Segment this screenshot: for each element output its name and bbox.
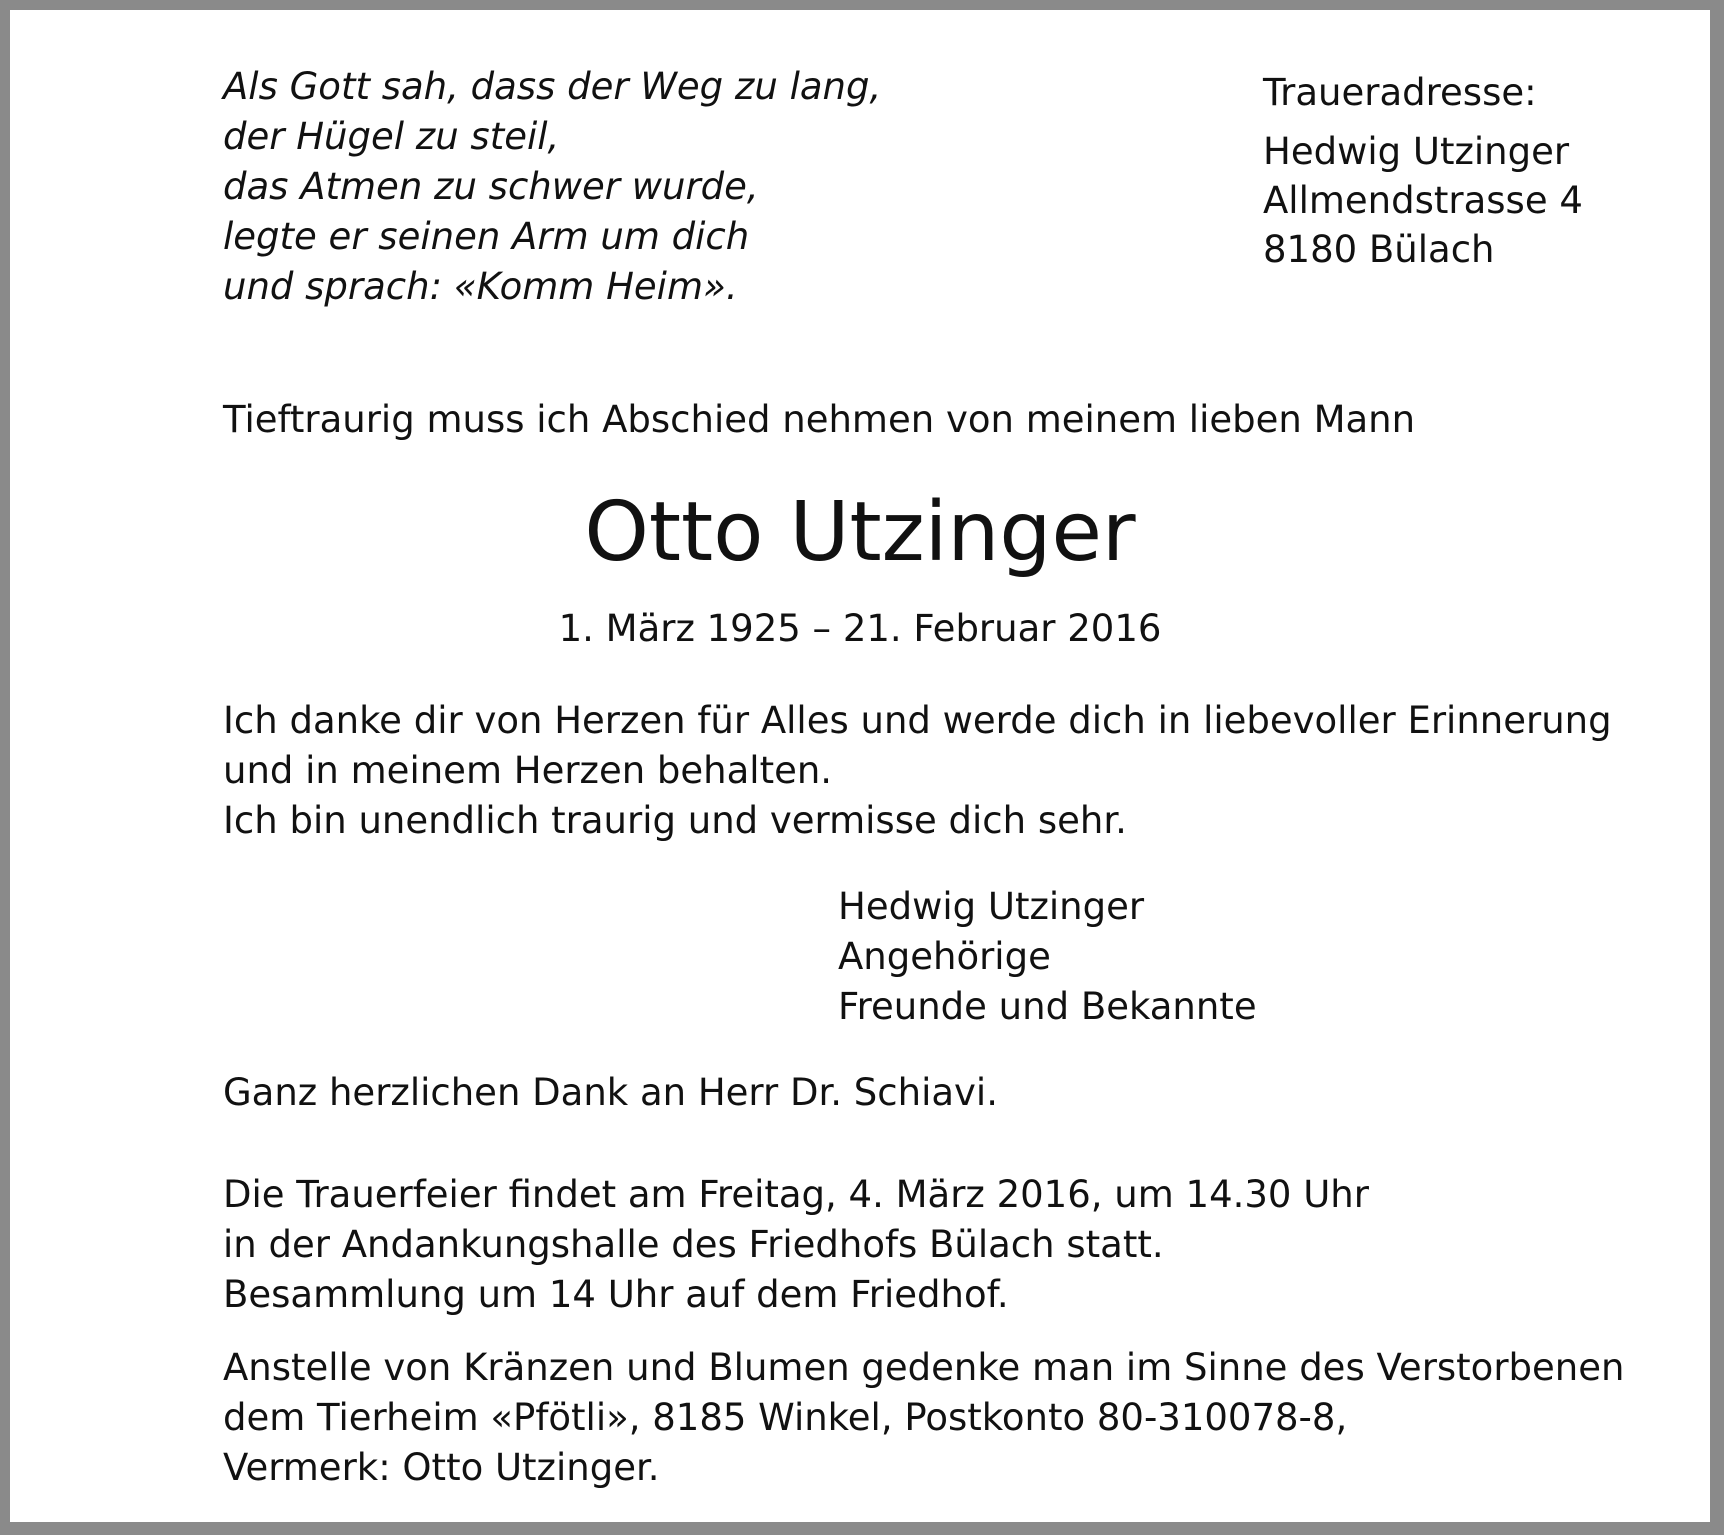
ceremony-line: Die Trauerfeier findet am Freitag, 4. März 2016, um 14.30 Uhr [223,1173,1369,1216]
poem-line: der Hügel zu steil, [223,115,560,158]
ceremony-info [223,1170,1369,1320]
address-label: Traueradresse: [1263,71,1537,114]
obituary-sheet [10,10,1710,1522]
intro-text: Tieftraurig muss ich Abschied nehmen von meinem lieben Mann [223,398,1416,441]
poem-line: Als Gott sah, dass der Weg zu lang, [223,65,882,108]
deceased-name: Otto Utzinger [584,485,1136,580]
poem-line: legte er seinen Arm um dich [223,215,750,258]
personal-message [223,696,1612,846]
signatory: Hedwig Utzinger [838,885,1145,928]
life-dates: 1. März 1925 – 21. Februar 2016 [558,607,1162,650]
ceremony-line: Besammlung um 14 Uhr auf dem Friedhof. [223,1273,1009,1316]
poem-line: das Atmen zu schwer wurde, [223,165,759,208]
poem [223,62,881,312]
thanks-note: Ganz herzlichen Dank an Herr Dr. Schiavi. [223,1071,998,1114]
address-line: Hedwig Utzinger [1263,130,1570,173]
donation-line: Vermerk: Otto Utzinger. [223,1446,660,1489]
message-line: Ich danke dir von Herzen für Alles und werde dich in liebevoller Erinnerung [223,699,1612,742]
mourning-address [1263,68,1583,274]
address-line: Allmendstrasse 4 [1263,179,1583,222]
donation-request [223,1343,1624,1493]
donation-line: dem Tierheim «Pfötli», 8185 Winkel, Postkonto 80-310078-8, [223,1396,1348,1439]
message-line: und in meinem Herzen behalten. [223,749,833,792]
poem-line: und sprach: «Komm Heim». [223,265,738,308]
message-line: Ich bin unendlich traurig und vermisse dich sehr. [223,799,1127,842]
signatories [838,882,1257,1032]
ceremony-line: in der Andankungshalle des Friedhofs Bülach statt. [223,1223,1164,1266]
signatory: Freunde und Bekannte [838,985,1257,1028]
donation-line: Anstelle von Kränzen und Blumen gedenke man im Sinne des Verstorbenen [223,1346,1625,1389]
signatory: Angehörige [838,935,1051,978]
address-line: 8180 Bülach [1263,228,1495,271]
